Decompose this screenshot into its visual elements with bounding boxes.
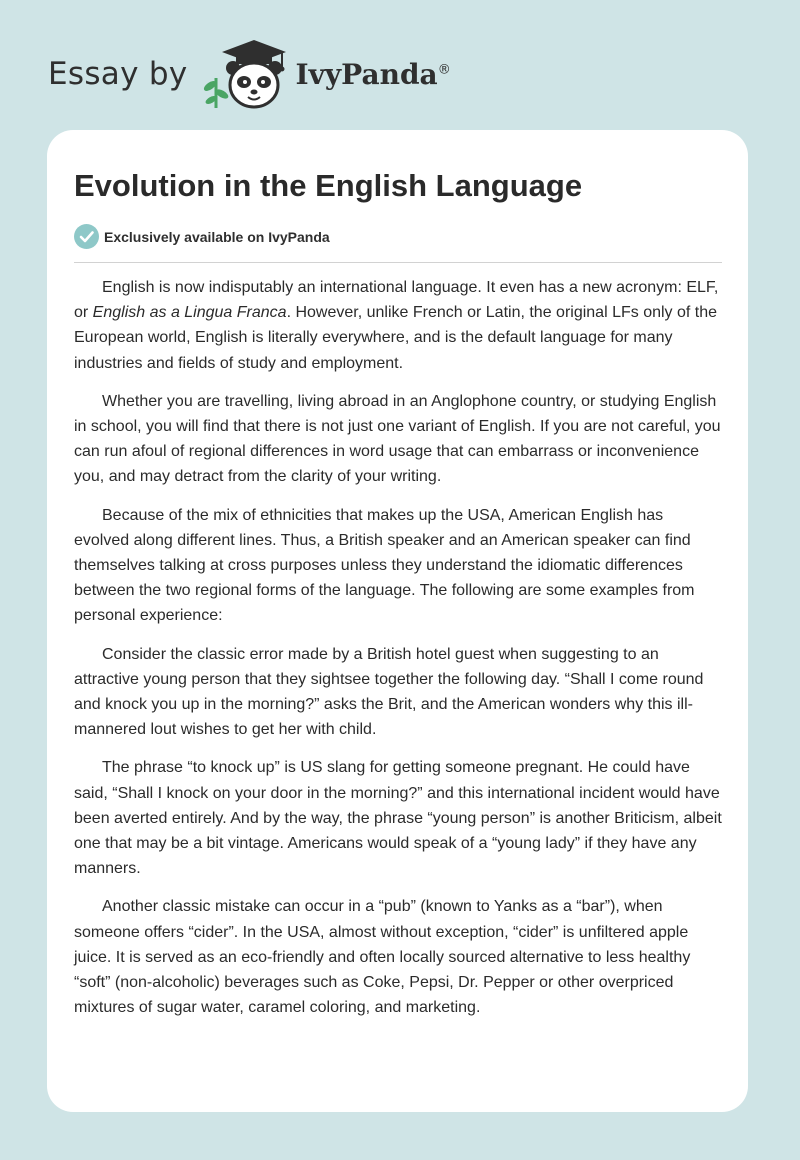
ivypanda-wordmark (296, 58, 451, 91)
paragraph (74, 275, 722, 376)
paragraph: Whether you are travelling, living abroad in an Anglophone country, or studying English in school, you will find that there is not just one variant of English. If you are not careful, you can run afoul of regional differences in word usage that can embarrass or inconvenience you, and may detract from the clarity of your writing. (74, 392, 721, 486)
brand-name-text: IvyPanda (295, 57, 438, 91)
page-title: Evolution in the English Language (74, 168, 583, 203)
paragraph: Because of the mix of ethnicities that makes up the USA, American English has evolved along different lines. Thus, a British speaker and an American speaker can find themselves talking at cross purposes unless they understand the idiomatic differences between the two regional forms of the language. The following are some examples from personal experience: (74, 506, 695, 625)
paragraph-text: English is now indisputably an international language. It even has a new acronym: ELF, or (74, 279, 719, 322)
divider (74, 262, 722, 263)
emphasized-term: English as a Lingua Franca (92, 304, 287, 322)
paragraph: Consider the classic error made by a British hotel guest when suggesting to an attractive young person that they sightsee together the following day. “Shall I come round and knock you up in the morning?” asks the Brit, and the American wonders why this ill-mannered lout wishes to get her with child. (74, 645, 704, 739)
paragraph: Another classic mistake can occur in a “pub” (known to Yanks as a “bar”), when someone offers “cider”. In the USA, almost without exception, “cider” is unfiltered apple juice. It is served as an eco-friendly and often locally sourced alternative to less healthy “soft” (non-alcoholic) beverages such as Coke, Pepsi, Dr. Pepper or other overpriced mixtures of sugar water, caramel coloring, and marketing. (74, 898, 691, 1017)
essay-by-label: Essay by (48, 56, 188, 92)
check-circle-icon (74, 224, 99, 249)
essay-card (47, 130, 748, 1112)
essay-body (74, 275, 722, 1020)
registered-mark: ® (437, 62, 451, 78)
essay-by-ivypanda-logo[interactable] (48, 36, 451, 112)
paragraph-text: . However, unlike French or Latin, the original LFs only of the European world, English is literally everywhere, and is the default language for many industries and fields of study and employment. (74, 304, 718, 372)
exclusive-badge-label: Exclusively available on IvyPanda (104, 228, 330, 245)
exclusive-badge (74, 224, 722, 249)
panda-graduate-icon (202, 36, 292, 112)
paragraph: The phrase “to knock up” is US slang for getting someone pregnant. He could have said, “Shall I knock on your door in the morning?” and this international incident would have been averted entirely. And by the way, the phrase “young person” is another Briticism, albeit one that may be a bit vintage. Americans would speak of a “young lady” if they have any manners. (74, 759, 722, 878)
